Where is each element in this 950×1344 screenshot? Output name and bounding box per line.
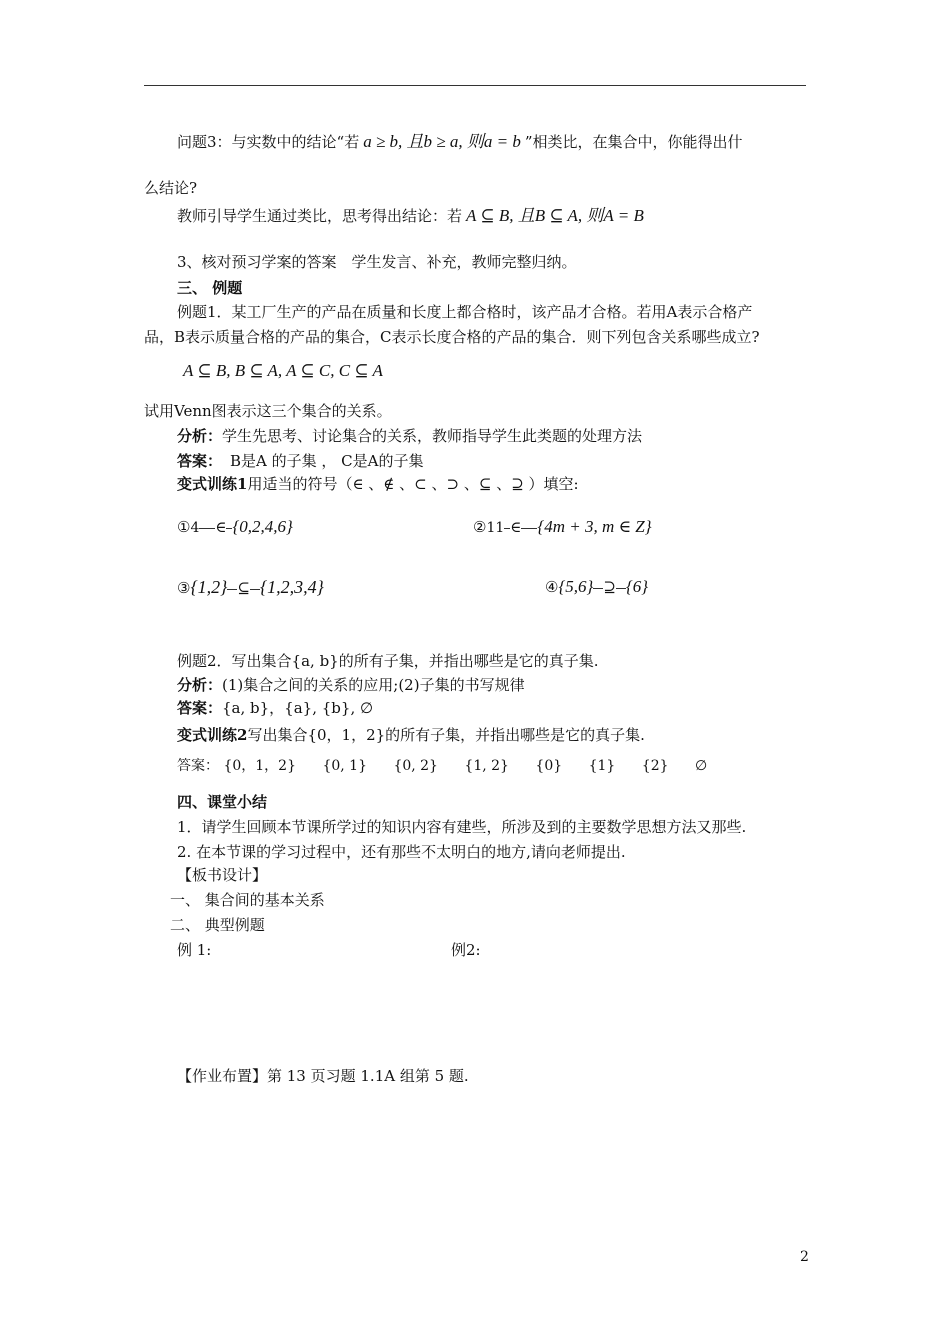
example-1-answer: [177, 451, 424, 471]
analysis-text: (1)集合之间的关系的应用;(2)子集的书写规律: [222, 676, 525, 694]
answer-blank: [199, 528, 215, 529]
item-number: ②: [473, 518, 487, 536]
teacher-guidance-line: [177, 206, 644, 226]
board-item-1: 一、 集合间的基本关系: [170, 891, 325, 909]
answer-label: 答案：: [177, 699, 223, 717]
item-number: ①: [177, 518, 191, 536]
question-3-prefix: 问题3：与实数中的结论“若: [177, 133, 360, 151]
analysis-label: 分析：: [177, 676, 223, 694]
subset-item: {0}: [535, 758, 563, 774]
drill-1-item-2: [473, 517, 652, 538]
subset-item: {2}: [641, 758, 669, 774]
example-2-answer: [177, 698, 373, 718]
item-left: {1,2}: [190, 577, 228, 597]
summary-item-1: 1．请学生回顾本节课所学过的知识内容有建些，所涉及到的主要数学思想方法又那些.: [177, 818, 747, 836]
question-3-continuation: 么结论?: [144, 179, 198, 197]
analysis-label: 分析：: [177, 427, 223, 445]
answer-blank: [521, 528, 537, 529]
drill-1-item-3: [177, 577, 324, 598]
item-left: 4: [190, 520, 200, 536]
question-3-math: a ≥ b, 且b ≥ a, 则a = b: [363, 132, 521, 151]
item-right: {0,2,4,6}: [232, 517, 293, 536]
drill-2-text: 写出集合{0，1，2}的所有子集，并指出哪些是它的真子集.: [247, 726, 645, 744]
answer-blank: [593, 588, 603, 589]
answer-blank: [227, 589, 237, 590]
example-1-analysis: [177, 426, 642, 446]
drill-2-label: 变式训练2: [177, 726, 248, 744]
board-example-1: 例 1:: [177, 941, 212, 959]
drill-1-item-1: [177, 517, 293, 538]
subset-item: {0, 2}: [393, 758, 438, 774]
item-left: {5,6}: [558, 577, 594, 596]
drill-2-line: [177, 725, 645, 745]
header-rule: [144, 85, 806, 86]
answer-blank: [616, 588, 626, 589]
board-example-2: 例2:: [451, 941, 481, 959]
example-1-venn: 试用Venn图表示这三个集合的关系。: [144, 402, 392, 420]
homework-line: 【作业布置】第 13 页习题 1.1A 组第 5 题.: [177, 1067, 469, 1085]
drill-1-heading: [177, 474, 579, 494]
item-right: {6}: [625, 577, 648, 596]
answer-blank: [250, 589, 260, 590]
answer-label: 答案：: [177, 452, 223, 470]
board-item-2: 二、 典型例题: [170, 916, 265, 934]
empty-set-symbol: ∅: [694, 758, 708, 774]
section-3-heading: 三、 例题: [177, 279, 243, 297]
teacher-guidance-math: A ⊆ B, 且B ⊆ A, 则A = B: [466, 206, 644, 225]
item-number: ④: [545, 578, 559, 596]
drill-2-answers: [177, 756, 729, 776]
check-answers-line: 3、核对预习学案的答案 学生发言、补充，教师完整归纳。: [177, 253, 577, 271]
item-right: {1,2,3,4}: [259, 577, 324, 597]
section-4-heading: 四、课堂小结: [177, 793, 268, 811]
item-right: {4m + 3, m ∈ Z}: [537, 517, 652, 536]
drill-1-label: 变式训练1: [177, 475, 248, 493]
example-1-line-2: 品，B表示质量合格的产品的集合，C表示长度合格的产品的集合．则下列包含关系哪些成立?: [144, 328, 760, 346]
example-2-analysis: [177, 675, 525, 695]
item-symbol: ∈: [510, 518, 522, 536]
question-3-suffix: ”相类比，在集合中，你能得出什: [524, 133, 743, 151]
page-number: 2: [800, 1249, 809, 1265]
item-symbol: ∈: [215, 518, 227, 536]
example-1-line-1: 例题1．某工厂生产的产品在质量和长度上都合格时，该产品才合格。若用A表示合格产: [177, 303, 753, 321]
answer-text: {a, b}，{a}, {b}, ∅: [222, 699, 374, 717]
item-left: 11: [486, 520, 505, 536]
teacher-guidance-text: 教师引导学生通过类比，思考得出结论：若: [177, 207, 463, 225]
drill-1-text: 用适当的符号（∈ 、∉ 、⊂ 、⊃ 、⊆ 、⊇ ）填空:: [247, 475, 579, 493]
example-1-relations: A ⊆ B, B ⊆ A, A ⊆ C, C ⊆ A: [183, 361, 383, 380]
analysis-text: 学生先思考、讨论集合的关系，教师指导学生此类题的处理方法: [222, 427, 643, 445]
answer-text: B是A 的子集 ， C是A的子集: [230, 452, 424, 470]
board-design-title: 【板书设计】: [177, 866, 268, 884]
subset-item: {1}: [588, 758, 616, 774]
subset-item: {1, 2}: [464, 758, 509, 774]
example-2-line: 例题2．写出集合{a, b}的所有子集，并指出哪些是它的真子集.: [177, 652, 599, 670]
question-3-line: [177, 132, 743, 152]
subset-item: {0, 1}: [322, 758, 367, 774]
item-number: ③: [177, 579, 191, 597]
summary-item-2: 2. 在本节课的学习过程中，还有那些不太明白的地方,请向老师提出.: [177, 843, 626, 861]
subset-item: {0，1，2}: [223, 758, 296, 774]
answer-label: 答案：: [177, 758, 219, 774]
drill-1-item-4: [545, 577, 648, 597]
item-symbol: ⊆: [237, 579, 250, 597]
item-symbol: ⊇: [603, 578, 616, 596]
